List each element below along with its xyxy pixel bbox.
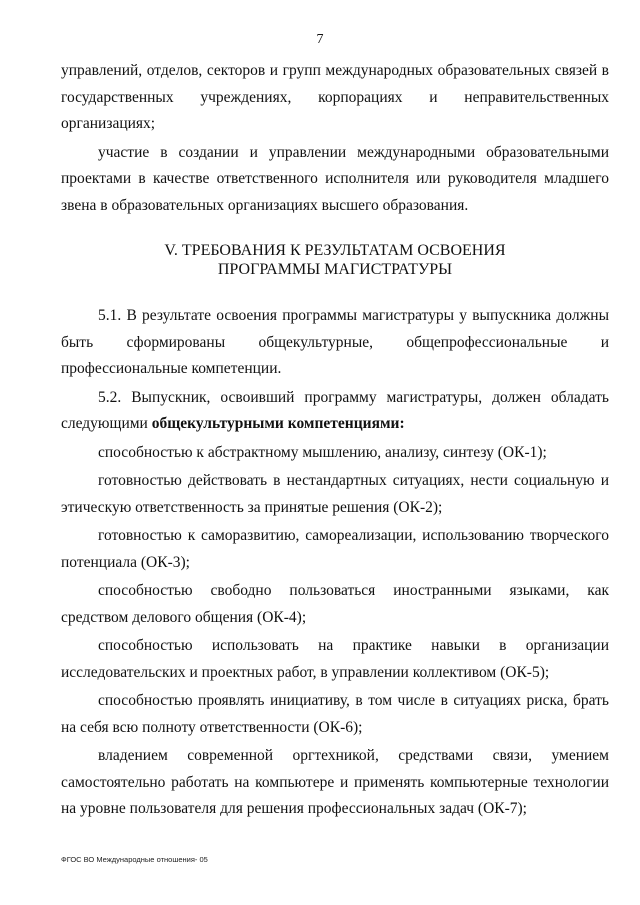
competency-item: способностью использовать на практике навыки в организации исследовательских и проектных работ, в управлении коллективом (ОК-5); <box>61 637 609 681</box>
footer-text: ФГОС ВО Международные отношения- 05 <box>61 855 208 864</box>
section-heading <box>61 241 609 279</box>
competency-item: готовностью действовать в нестандартных ситуациях, нести социальную и этическую ответственность за принятые решения (ОК-2); <box>61 472 609 516</box>
paragraph-5-2-text: 5.2. Выпускник, освоивший программу магистратуры, должен обладать следующими <box>61 388 609 432</box>
competency-item: способностью проявлять инициативу, в том числе в ситуациях риска, брать на себя всю полноту ответственности (ОК-6); <box>61 692 609 736</box>
page-number: 7 <box>316 32 324 47</box>
heading-line: V. ТРЕБОВАНИЯ К РЕЗУЛЬТАТАМ ОСВОЕНИЯ <box>164 242 506 259</box>
competency-item: владением современной оргтехникой, средствами связи, умением самостоятельно работать на компьютере и применять компьютерные технологии на уровне пользователя для решения профессиональных задач (ОК-7); <box>61 747 609 817</box>
paragraph-5-1: 5.1. В результате освоения программы магистратуры у выпускника должны быть сформированы общекультурные, общепрофессиональные и профессиональные компетенции. <box>61 307 609 377</box>
paragraph: управлений, отделов, секторов и групп международных образовательных связей в государственных учреждениях, корпорациях и неправительственных организациях; <box>61 62 609 132</box>
competency-item: способностью к абстрактному мышлению, анализу, синтезу (ОК-1); <box>98 443 547 461</box>
paragraph: участие в создании и управлении международными образовательными проектами в качестве ответственного исполнителя или руководителя младшего звена в образовательных организациях высшего образования. <box>61 143 609 214</box>
document-body <box>61 58 609 823</box>
competency-item: способностью свободно пользоваться иностранными языками, как средством делового общения (ОК-4); <box>61 582 609 626</box>
paragraph-5-2 <box>61 385 609 438</box>
competency-item: готовностью к саморазвитию, самореализации, использованию творческого потенциала (ОК-3); <box>61 527 609 571</box>
paragraph-5-2-bold: общекультурными компетенциями: <box>151 415 405 432</box>
heading-line: ПРОГРАММЫ МАГИСТРАТУРЫ <box>217 261 453 278</box>
